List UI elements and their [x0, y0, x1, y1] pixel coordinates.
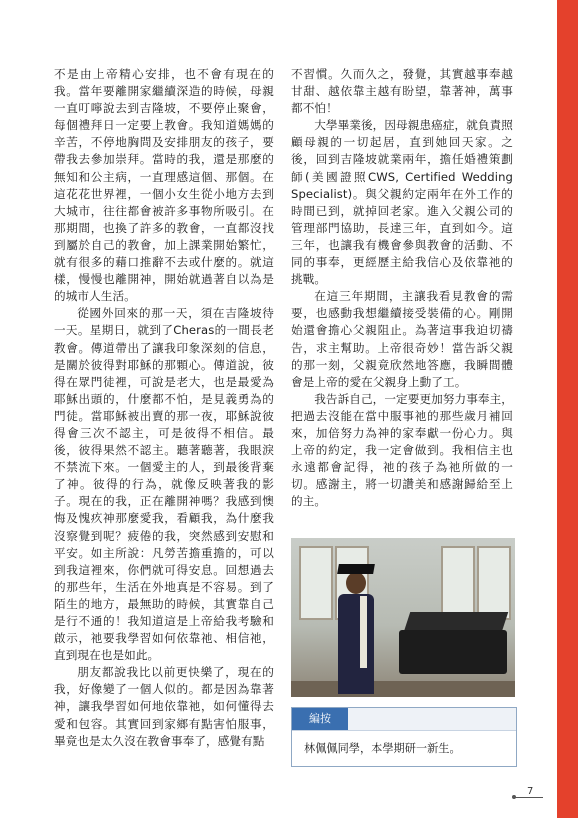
window-pane — [441, 546, 475, 620]
page-number: 7 — [527, 786, 534, 797]
editor-note-box — [291, 707, 517, 767]
paragraph: 不是由上帝精心安排，也不會有現在的我。當年要離開家繼續深造的時候，母親一直叮嚀說去到吉隆坡，不要停止聚會，每個禮拜日一定要上教會。我知道媽媽的辛苦，不停地胸問及安排朋友的孩子，要帶我去參加崇拜。當時的我，還是那麼的無知和公主病，一直理感這個、那個。在這花花世界裡，一個小女生從小地方去到大城市，往往都會被許多事物所吸引。在那期間，也換了許多的教會，一直都沒找到屬於自己的教會，加上課業開始繁忙，就有很多的藉口推辭不去或什麼的。就這樣，慢慢也離開神，開始就過著自以為是的城市人生活。 — [54, 67, 274, 304]
paragraph: 我告訴自己，一定要更加努力事奉主，把過去沒能在當中服事祂的那些歲月補回來，加倍努力為神的家奉獻一份心力。與上帝的約定，我一定會做到。我相信主也永遠都會記得，祂的孩子為祂所做的一切。感謝主，將一切讚美和感謝歸給至上的主。 — [291, 391, 513, 509]
paragraph: 在這三年期間，主讓我看見教會的需要，也感動我想繼續接受裝備的心。剛開始還會擔心父親阻止。為著這事我迫切禱告，求主幫助。上帝很奇妙！當告訴父親的那一刻，父親竟欣然地答應，我瞬間體會是上帝的愛在父親身上動了工。 — [291, 289, 513, 389]
article-left-column — [54, 66, 274, 750]
side-accent-bar — [557, 0, 578, 818]
article-right-column — [291, 66, 513, 510]
graduate-figure — [338, 556, 374, 694]
editor-note-text: 林佩佩同學，本學期研一新生。 — [304, 742, 461, 755]
paragraph: 不習慣。久而久之，發覺，其實越事奉越甘甜、越依靠主越有盼望，靠著神，萬事都不怕！ — [291, 67, 513, 116]
graduation-photo — [291, 538, 515, 697]
page-marker-rule — [515, 797, 543, 798]
mortarboard-cap — [337, 564, 375, 574]
grand-piano — [399, 630, 507, 674]
editor-note-label: 編按 — [292, 708, 348, 730]
floor — [291, 681, 515, 697]
graduation-stole — [360, 596, 367, 668]
paragraph: 從國外回來的那一天，須在吉隆坡待一天。星期日，就到了Cheras的一間長老教會。傳道帶出了讓我印象深刻的信息，是關於彼得對耶穌的那顆心。傳道說，彼得在眾門徒裡，可說是老大，也是最愛為耶穌出頭的，什麼都不怕，是見義勇為的門徒。當耶穌被出賣的那一夜，耶穌說彼得會三次不認主，可是彼得不相信。最後，彼得果然不認主。聽著聽著，我眼淚不禁流下來。一個愛主的人，到最後背棄了神。彼得的行為，就像反映著我的影子。現在的我，正在離開神嗎？我感到懊悔及愧疚神那麼愛我，看顧我，為什麼我沒察覺到呢？疲倦的我，突然感到安慰和平安。如主所說：凡勞苦擔重擔的，可以到我這裡來，你們就可得安息。回想過去的那些年，生活在外地真是不容易。到了陌生的地方，最無助的時候，其實靠自己是行不通的！我知道這是上帝給我考驗和啟示，祂要我學習如何依靠祂、相信祂，直到現在也是如此。 — [54, 306, 274, 663]
paragraph: 朋友都說我比以前更快樂了，現在的我，好像變了一個人似的。都是因為靠著神，讓我學習如何地依靠祂，如何懂得去愛和包容。其實回到家鄉有點害怕服事，畢竟也是太久沒在教會事奉了，感覺有點 — [54, 665, 274, 748]
piano-lid — [404, 612, 508, 632]
graduate-head — [346, 572, 366, 594]
window-pane — [299, 546, 333, 620]
window-pane — [477, 546, 511, 620]
editor-note-header — [292, 708, 516, 731]
graduation-gown — [338, 594, 374, 694]
paragraph: 大學畢業後，因母親患癌症，就負責照顧母親的一切起居，直到她回天家。之後，回到吉隆坡就業兩年，擔任婚禮策劃師(美國證照CWS, Certified Wedding Specialist)。與父親約定兩年在外工作的時間已到，就掉回老家。進入父親公司的管理部門協助，長達三年，直到如今。這三年，也讓我有機會參與教會的活動、不同的事奉，更經歷主給我信心及依靠祂的挑戰。 — [291, 118, 513, 287]
